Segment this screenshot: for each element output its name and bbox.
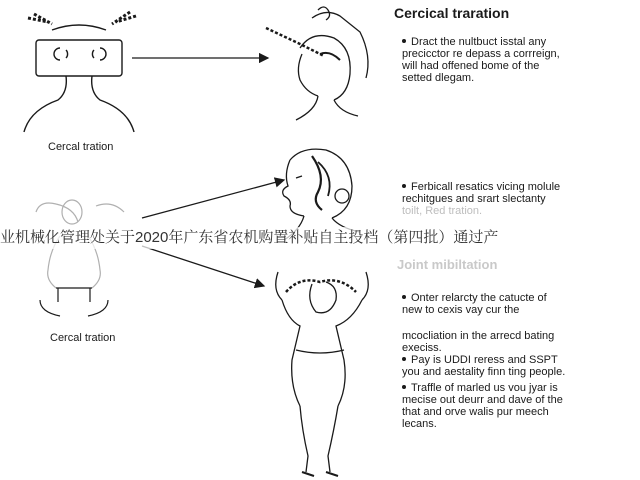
diagram-title: Cercical traration — [394, 5, 510, 21]
diagram-subtitle: Joint mibiltation — [397, 257, 498, 272]
bullet-icon — [402, 357, 406, 361]
standing-traction-figure — [276, 272, 369, 476]
text-block-2: Ferbicall resatics vicing molule rechitgues and srart slectanty toilt, Red tration. — [402, 181, 561, 217]
bullet-icon — [402, 184, 406, 188]
bullet-icon — [402, 39, 406, 43]
text-block-5: Traffle of marled us vou jyar is mecise out deurr and dave of the that and orve walis pur meech lecans. — [402, 382, 563, 430]
front-traction-figure — [24, 12, 136, 132]
text-block-1: Dract the nultbuct isstal any precicctor re depass a corrreign, will had offened bome of the setted dlegam. — [402, 36, 560, 84]
text-block-4: mcocliation in the arrecd bating execiss. Pay is UDDI reress and SSPT you and aestality finn ting people. — [402, 330, 566, 378]
text-block-3: Onter relarcty the catucte of new to cexis vay cur the — [402, 292, 547, 316]
caption-top: Cercal tration — [48, 141, 114, 153]
caption-bottom: Cercal tration — [50, 332, 116, 344]
back-view-figure — [36, 200, 124, 316]
bullet-icon — [402, 385, 406, 389]
overlay-banner-text: 业机械化管理处关于2020年广东省农机购置补贴自主投档（第四批）通过产 — [0, 227, 640, 249]
arrow-bottom — [142, 246, 264, 286]
side-traction-figure — [266, 7, 368, 120]
bullet-icon — [402, 295, 406, 299]
arrow-middle — [142, 180, 284, 218]
